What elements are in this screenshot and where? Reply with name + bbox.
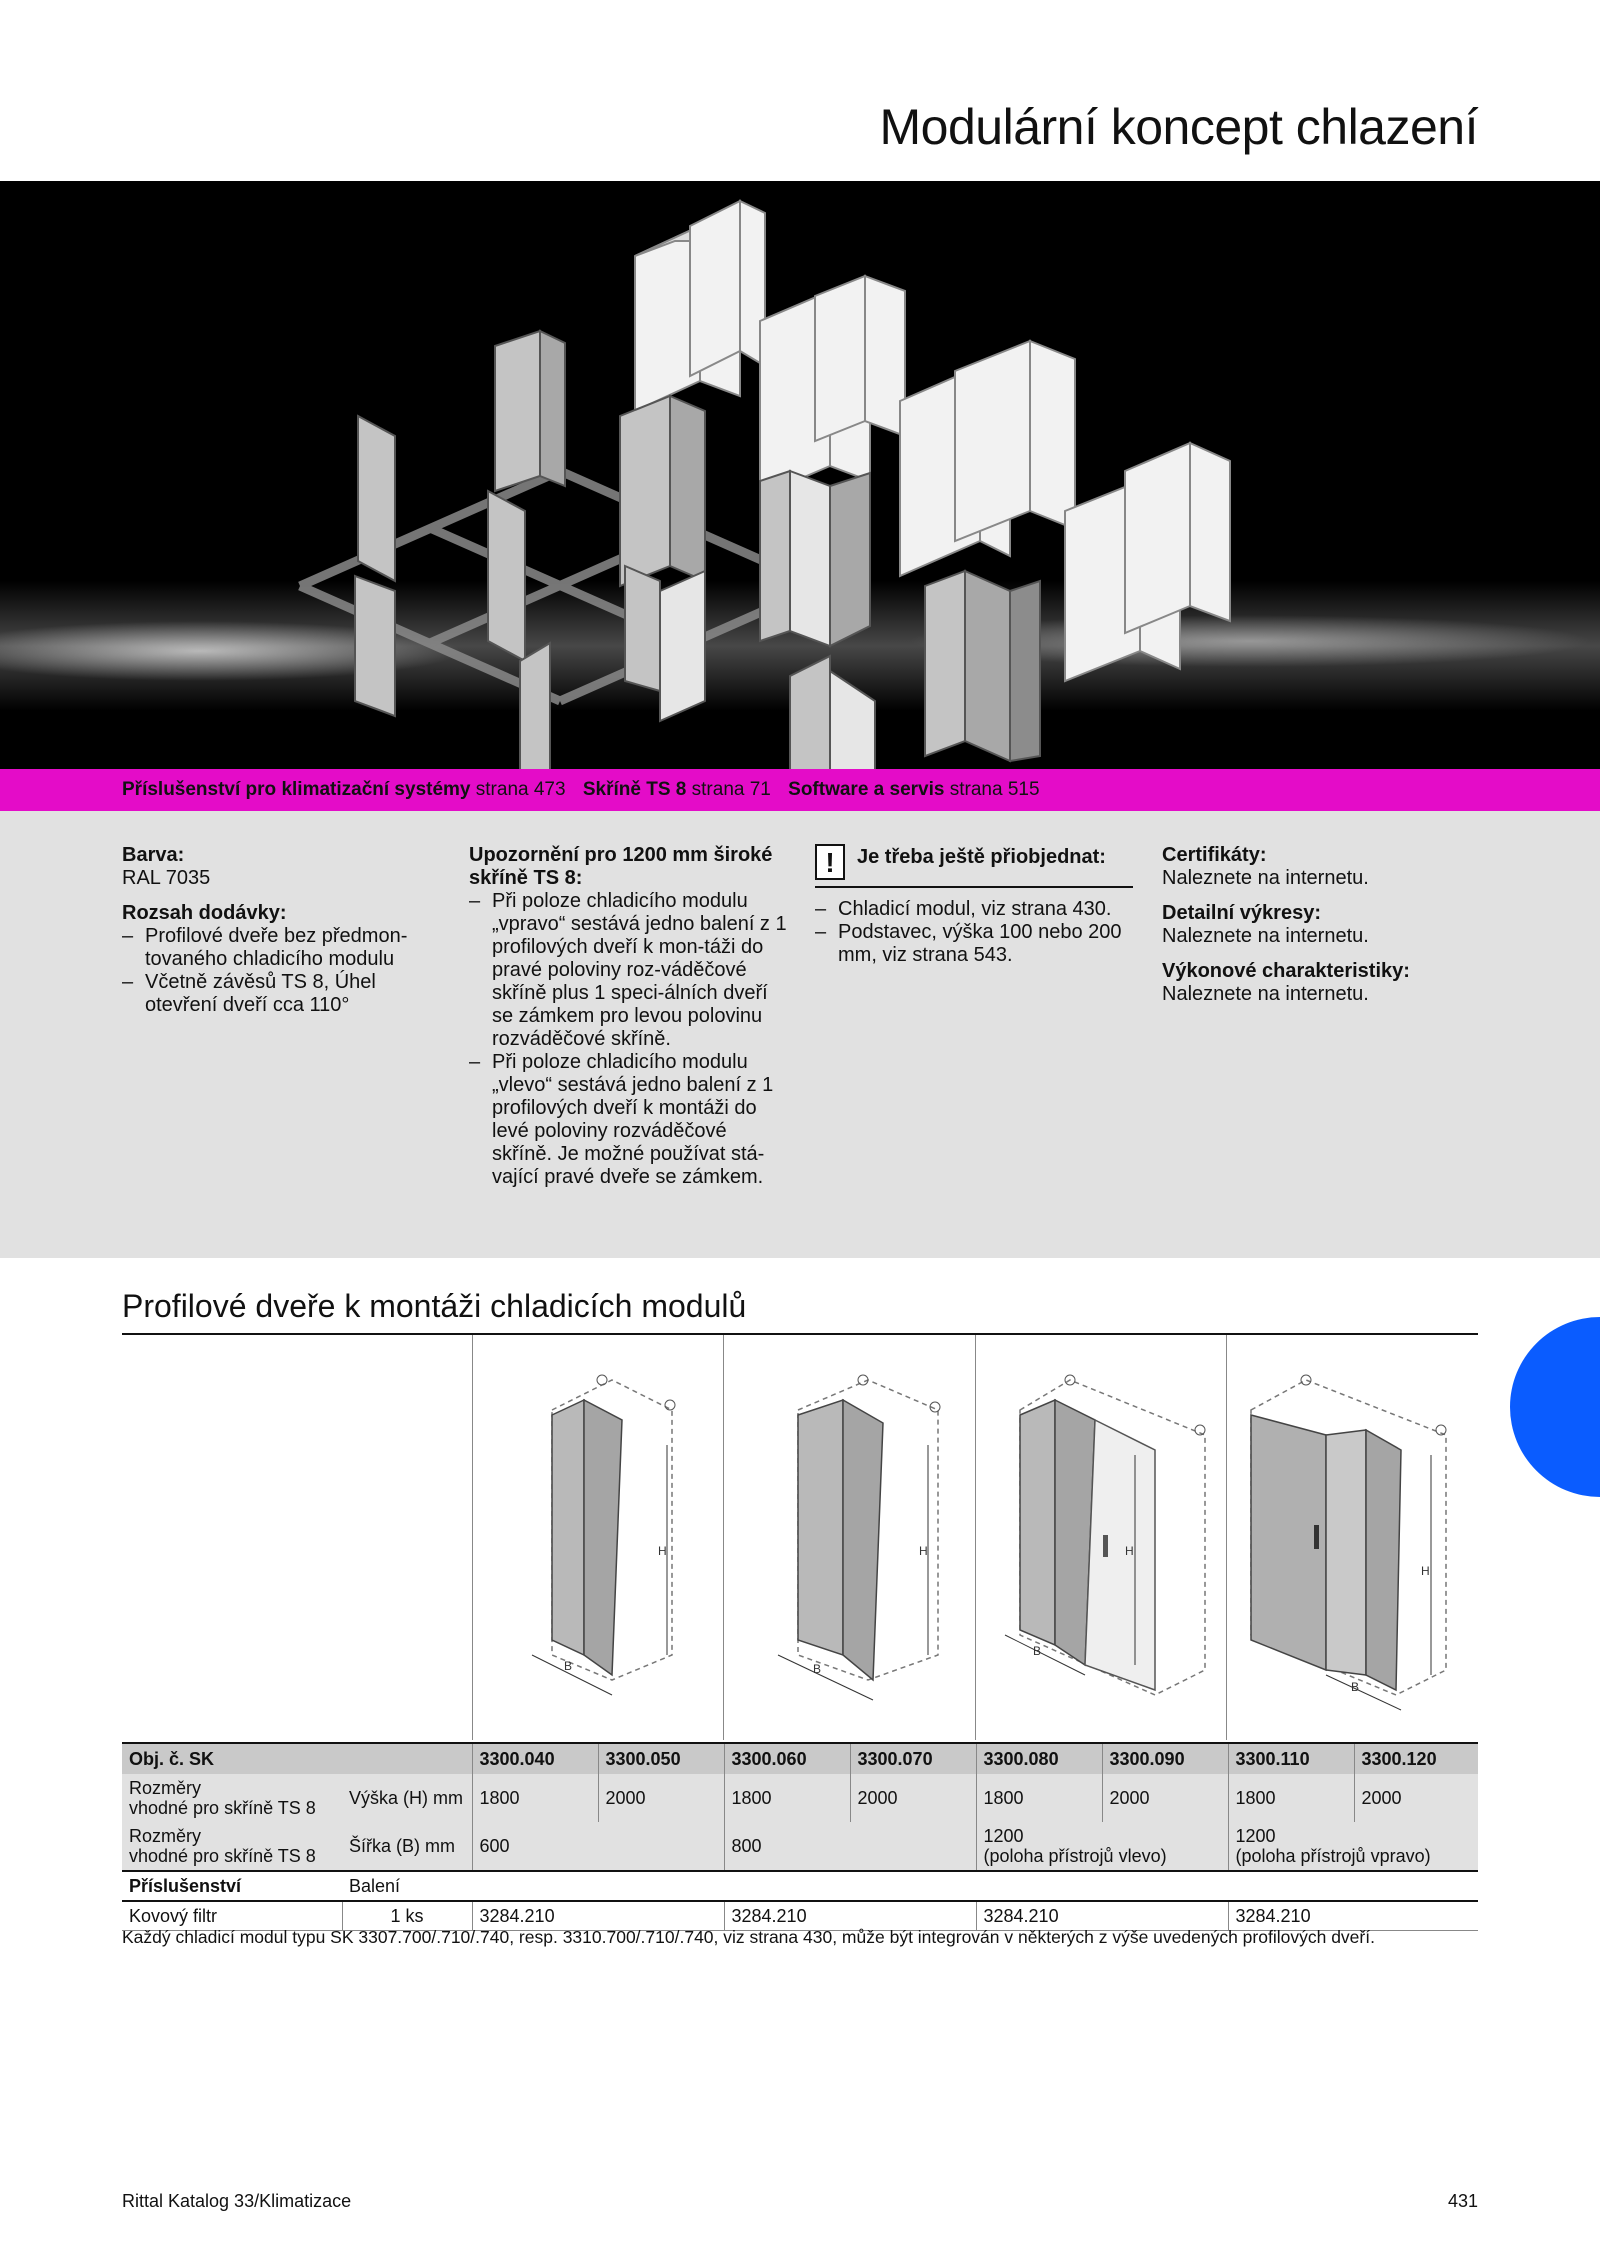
- part-number: 3300.040: [472, 1743, 598, 1774]
- width-cell: 1200 (poloha přístrojů vpravo): [1228, 1822, 1478, 1871]
- accessories-label: Příslušenství: [122, 1871, 342, 1901]
- info-column-docs: [1162, 844, 1482, 1006]
- footer-catalog: Rittal Katalog 33/Klimatizace: [122, 2191, 352, 2211]
- scope-list: [122, 925, 422, 1017]
- notice-item: – Při poloze chladicího modulu „vlevo“ sestává jedno balení z 1 profilových dveří k montáži do levé poloviny rozváděčové skříně. Je možné používat stá-vající pravé dveře se zámkem.: [469, 1051, 789, 1189]
- height-cell: 2000: [1354, 1774, 1478, 1822]
- scope-item: – Včetně závěsů TS 8, Úhel otevření dveří cca 110°: [122, 971, 422, 1017]
- part-number: 3300.110: [1228, 1743, 1354, 1774]
- accessory-reference-bar: [0, 769, 1600, 811]
- accessory-link-software[interactable]: Software a servis: [788, 779, 945, 800]
- page-title: Modulární koncept chlazení: [879, 99, 1478, 155]
- pack-label: Balení: [342, 1871, 472, 1901]
- filter-pack: 1 ks: [342, 1901, 472, 1931]
- accessory-link-air-conditioning[interactable]: Příslušenství pro klimatizační systémy: [122, 779, 471, 800]
- drawing-door-1200-left: [975, 1335, 1226, 1740]
- height-cell: 1800: [724, 1774, 850, 1822]
- footer-page-number: 431: [1447, 2191, 1478, 2211]
- hero-illustration: [0, 181, 1600, 769]
- table-row-width: [122, 1822, 1478, 1871]
- performance-heading: Výkonové charakteristiky:: [1162, 960, 1410, 982]
- filter-number: 3284.210: [472, 1901, 724, 1931]
- drawing-door-800: [723, 1335, 974, 1740]
- performance-value: Naleznete na internetu.: [1162, 983, 1369, 1005]
- info-column-color-scope: [122, 844, 422, 1017]
- cert-heading: Certifikáty:: [1162, 844, 1267, 866]
- dim-b-label: B: [1351, 1680, 1360, 1694]
- dim-b-label: B: [564, 1659, 573, 1673]
- scope-item: – Profilové dveře bez předmon-tovaného chladicího modulu: [122, 925, 422, 971]
- filter-number: 3284.210: [1228, 1901, 1478, 1931]
- width-cell: 1200 (poloha přístrojů vlevo): [976, 1822, 1228, 1871]
- part-number: 3300.060: [724, 1743, 850, 1774]
- order-item: – Podstavec, výška 100 nebo 200 mm, viz strana 543.: [815, 921, 1133, 967]
- height-cell: 1800: [976, 1774, 1102, 1822]
- order-header: [815, 844, 1133, 888]
- height-cell: 1800: [1228, 1774, 1354, 1822]
- width-cell: 800: [724, 1822, 976, 1871]
- order-heading: Je třeba ještě přiobjednat:: [857, 846, 1106, 868]
- color-heading: Barva:: [122, 844, 185, 866]
- dim-h-label: H: [919, 1544, 928, 1558]
- drawing-door-600: [472, 1335, 723, 1740]
- section-title: Profilové dveře k montáži chladicích modulů: [122, 1288, 747, 1324]
- dim-h-label: H: [1125, 1544, 1134, 1558]
- info-column-notice: [469, 844, 789, 1189]
- accessories-header-row: [122, 1871, 1478, 1901]
- part-number: 3300.050: [598, 1743, 724, 1774]
- drawings-value: Naleznete na internetu.: [1162, 925, 1369, 947]
- height-cell: 2000: [850, 1774, 976, 1822]
- notice-item: – Při poloze chladicího modulu „vpravo“ sestává jedno balení z 1 profilových dveří k mon-táži do pravé poloviny roz-váděčové skříně plus 1 speci-álních dveří se zámkem pro levou polovinu rozváděčové skříně.: [469, 890, 789, 1051]
- notice-list: [469, 890, 789, 1189]
- dim-h-label: H: [1421, 1564, 1430, 1578]
- drawings-heading: Detailní výkresy:: [1162, 902, 1321, 924]
- filter-label: Kovový filtr: [122, 1901, 342, 1931]
- part-number: 3300.120: [1354, 1743, 1478, 1774]
- height-row-label: Rozměry vhodné pro skříně TS 8: [122, 1774, 342, 1822]
- table-row-height: [122, 1774, 1478, 1822]
- table-footnote: Každý chladicí modul typu SK 3307.700/.710/.740, resp. 3310.700/.710/.740, viz strana 430, může být integrován v některých z výše uvedených profilových dveří.: [122, 1927, 1375, 1947]
- width-row-label: Rozměry vhodné pro skříně TS 8: [122, 1822, 342, 1871]
- order-list: [815, 898, 1133, 967]
- part-number: 3300.080: [976, 1743, 1102, 1774]
- width-cell: 600: [472, 1822, 724, 1871]
- notice-heading: Upozornění pro 1200 mm široké skříně TS 8:: [469, 844, 773, 889]
- part-number: 3300.070: [850, 1743, 976, 1774]
- height-cell: 2000: [598, 1774, 724, 1822]
- modular-cooling-concept-image: [0, 181, 1600, 769]
- cert-value: Naleznete na internetu.: [1162, 867, 1369, 889]
- accessory-page-ref-3: strana 515: [949, 779, 1040, 800]
- filter-number: 3284.210: [976, 1901, 1228, 1931]
- product-info-box: [0, 811, 1600, 1258]
- part-number: 3300.090: [1102, 1743, 1228, 1774]
- height-cell: 1800: [472, 1774, 598, 1822]
- height-row-unit: Výška (H) mm: [342, 1774, 472, 1822]
- table-header-row: [122, 1743, 1478, 1774]
- width-row-unit: Šířka (B) mm: [342, 1822, 472, 1871]
- accessory-page-ref-2: strana 71: [691, 779, 771, 800]
- accessory-page-ref-1: strana 473: [475, 779, 566, 800]
- order-number-label: Obj. č. SK: [122, 1743, 472, 1774]
- dim-b-label: B: [813, 1662, 822, 1676]
- technical-drawings: [472, 1335, 1478, 1740]
- accessory-link-ts8[interactable]: Skříně TS 8: [582, 779, 687, 800]
- exclamation-icon: !: [815, 844, 845, 880]
- order-item: – Chladicí modul, viz strana 430.: [815, 898, 1133, 921]
- dim-b-label: B: [1033, 1644, 1042, 1658]
- info-column-order: [815, 844, 1133, 967]
- color-value: RAL 7035: [122, 867, 211, 889]
- dim-h-label: H: [658, 1544, 667, 1558]
- scope-heading: Rozsah dodávky:: [122, 902, 287, 924]
- drawing-door-1200-right: [1226, 1335, 1477, 1740]
- chapter-tab-marker: [1510, 1317, 1600, 1497]
- height-cell: 2000: [1102, 1774, 1228, 1822]
- filter-number: 3284.210: [724, 1901, 976, 1931]
- spec-table: [122, 1742, 1478, 1931]
